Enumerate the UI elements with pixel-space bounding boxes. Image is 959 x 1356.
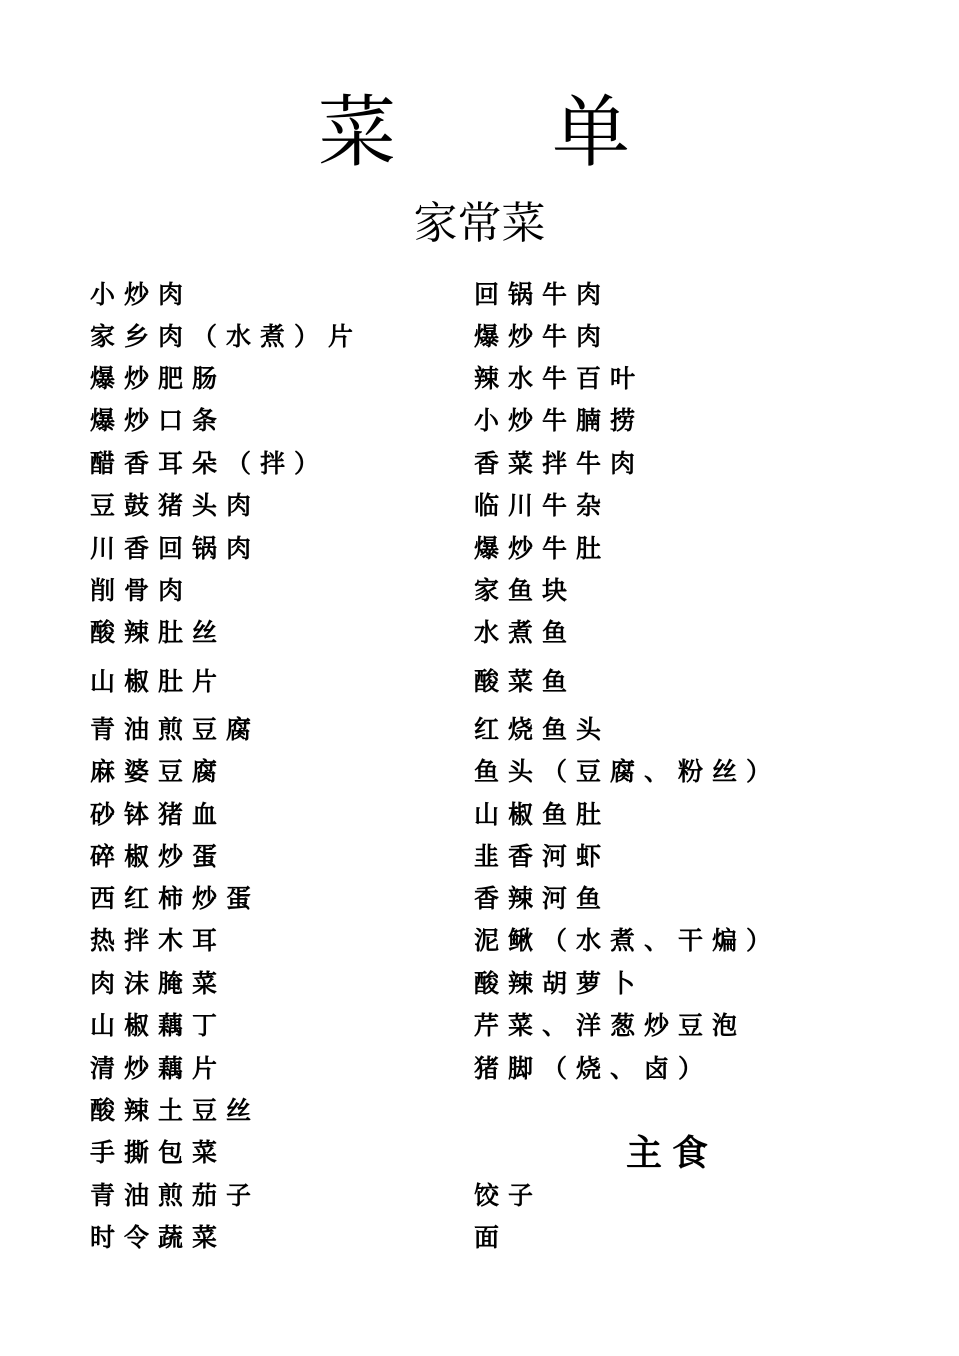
menu-title-char-2: 单 — [552, 88, 631, 178]
dish-item: 时令蔬菜 — [90, 1223, 227, 1252]
home-cooking-heading: 家常菜 — [413, 198, 546, 249]
menu-title-char-1: 菜 — [318, 88, 397, 178]
dish-item: 酸辣胡萝卜 — [474, 969, 645, 998]
dish-item: 清炒藕片 — [90, 1054, 227, 1083]
dish-item: 芹菜、洋葱炒豆泡 — [474, 1011, 747, 1040]
dish-item: 红烧鱼头 — [474, 715, 611, 744]
dish-item: 泥鳅（水煮、干煸） — [474, 926, 781, 955]
dish-item: 豆鼓猪头肉 — [90, 491, 261, 520]
dish-item: 家鱼块 — [474, 576, 577, 605]
dish-item: 酸辣土豆丝 — [90, 1096, 261, 1125]
dish-item: 醋香耳朵（拌） — [90, 449, 329, 478]
dish-item: 香菜拌牛肉 — [474, 449, 645, 478]
dish-item: 手撕包菜 — [90, 1138, 227, 1167]
dish-item: 川香回锅肉 — [90, 534, 261, 563]
staple-item: 饺子 — [474, 1181, 543, 1210]
dish-item: 爆炒口条 — [90, 406, 227, 435]
staple-item: 面 — [474, 1223, 509, 1252]
dish-item: 麻婆豆腐 — [90, 757, 227, 786]
dish-item: 青油煎茄子 — [90, 1181, 261, 1210]
menu-title — [0, 88, 959, 178]
dish-item: 临川牛杂 — [474, 491, 611, 520]
dish-item: 西红柿炒蛋 — [90, 884, 261, 913]
dish-item: 回锅牛肉 — [474, 280, 611, 309]
dish-item: 爆炒牛肉 — [474, 322, 611, 351]
dish-item: 爆炒牛肚 — [474, 534, 611, 563]
dish-item: 碎椒炒蛋 — [90, 842, 227, 871]
dish-item: 家乡肉（水煮）片 — [90, 322, 363, 351]
dish-item: 辣水牛百叶 — [474, 364, 645, 393]
dish-item: 水煮鱼 — [474, 618, 577, 647]
dish-item: 砂钵猪血 — [90, 800, 227, 829]
dish-item: 青油煎豆腐 — [90, 715, 261, 744]
dish-item: 山椒藕丁 — [90, 1011, 227, 1040]
dish-item: 小炒牛腩捞 — [474, 406, 645, 435]
dish-item: 爆炒肥肠 — [90, 364, 227, 393]
dish-item: 酸菜鱼 — [474, 667, 577, 696]
dish-item: 猪脚（烧、卤） — [474, 1054, 713, 1083]
dish-item: 小炒肉 — [90, 280, 193, 309]
dish-item: 热拌木耳 — [90, 926, 227, 955]
dish-item: 山椒鱼肚 — [474, 800, 611, 829]
dish-item: 肉沫腌菜 — [90, 969, 227, 998]
dish-item: 韭香河虾 — [474, 842, 611, 871]
staple-food-heading: 主食 — [626, 1133, 719, 1174]
dish-item: 鱼头（豆腐、粉丝） — [474, 757, 781, 786]
dish-item: 酸辣肚丝 — [90, 618, 227, 647]
dish-item: 削骨肉 — [90, 576, 193, 605]
dish-item: 山椒肚片 — [90, 667, 227, 696]
dish-item: 香辣河鱼 — [474, 884, 611, 913]
